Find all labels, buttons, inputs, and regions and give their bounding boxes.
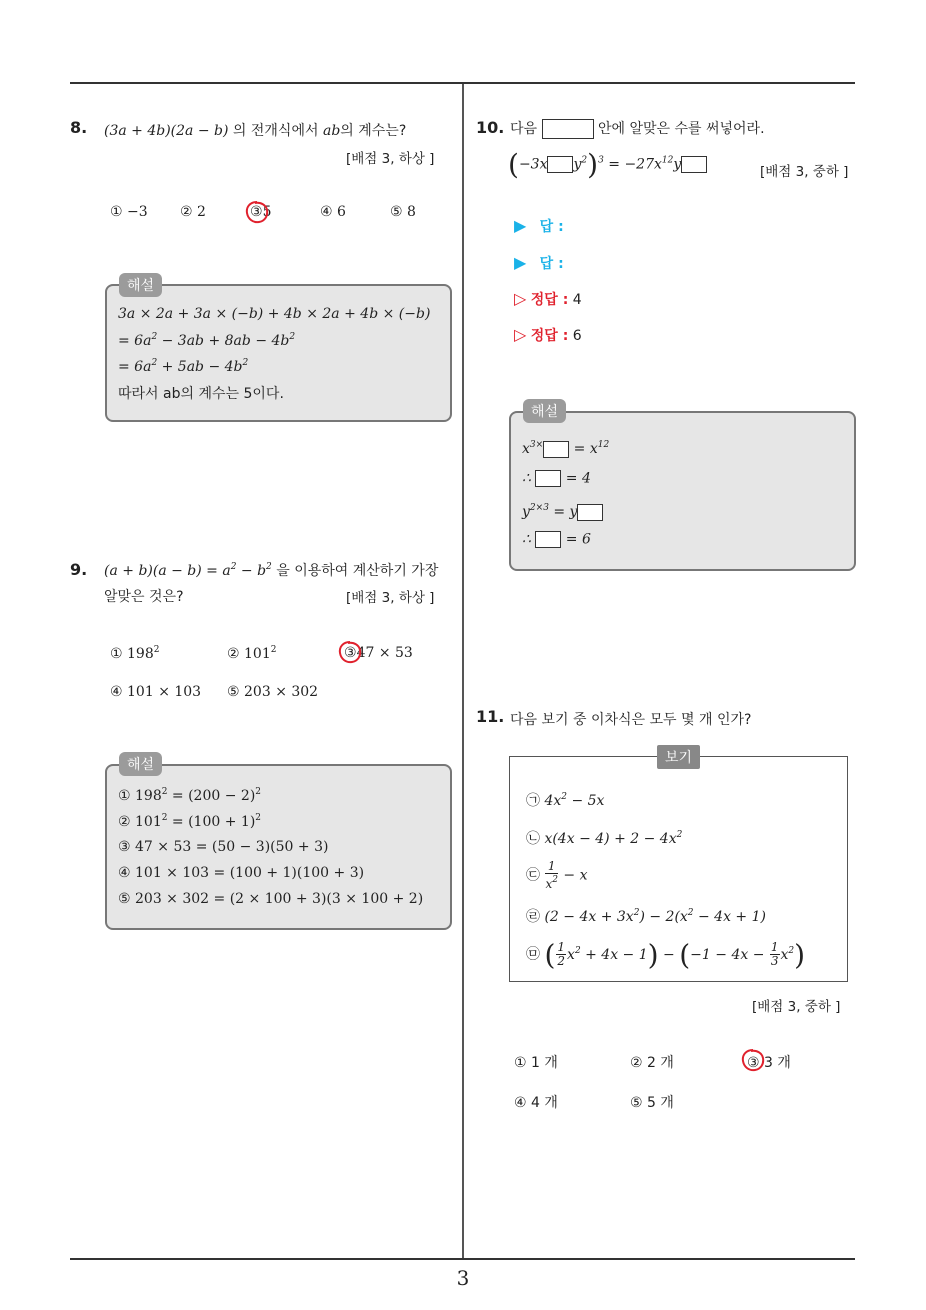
- question-stem: [104, 120, 406, 140]
- answer-blank[interactable]: [542, 119, 594, 139]
- score-label: [배점 3, 하상 ]: [346, 151, 435, 167]
- explanation-line: = $6a^2 - 3ab + 8ab - 4b^2$: [118, 332, 296, 349]
- bogi-item: ㉡ $x(4x - 4) + 2 - 4x^2$: [526, 830, 683, 847]
- stem-text: 의 계수는?: [340, 123, 407, 139]
- score-label: [배점 3, 하상 ]: [346, 590, 435, 606]
- explanation-tab: 해설: [119, 273, 162, 297]
- score-label: [배점 3, 중하 ]: [760, 164, 849, 180]
- question-equation: (−3x $y^2)^3 = -27x^{12}y$: [508, 148, 707, 181]
- bogi-item: ㉢ $\frac{1}{x^2}$ − x: [526, 859, 588, 891]
- answer-mark-icon: [337, 639, 363, 665]
- bogi-item: ㉣ $(2 - 4x + 3x^2) - 2(x^2 - 4x + 1)$: [526, 908, 766, 925]
- question-stem: 다음 보기 중 이차식은 모두 몇 개 인가?: [510, 712, 752, 728]
- play-arrow-icon: ▶: [514, 216, 527, 235]
- choice-4[interactable]: ④ 101 × 103: [110, 684, 202, 700]
- play-arrow-icon: ▶: [514, 253, 527, 272]
- answer-mark-icon: [244, 199, 270, 225]
- correct-answer-1: ▷ 정답 : 4: [514, 289, 582, 308]
- choice-3[interactable]: ③47 × 53: [344, 645, 413, 661]
- choice-5[interactable]: ⑤ 203 × 302: [227, 684, 319, 700]
- stem-math: (3a + 4b)(2a − b): [104, 123, 229, 139]
- question-number: 8.: [70, 118, 88, 137]
- answer-row-1[interactable]: ▶ 답 :: [514, 216, 564, 235]
- explanation-line: ⑤ 203 × 302 = (2 × 100 + 3)(3 × 100 + 2): [118, 891, 424, 907]
- answer-blank[interactable]: [681, 156, 707, 173]
- question-stem: 다음 안에 알맞은 수를 써넣어라.: [510, 121, 765, 137]
- choice-2[interactable]: ② 2 개: [630, 1055, 674, 1071]
- bogi-item: ㉠ $4x^2 - 5x$: [526, 792, 605, 809]
- choice-2[interactable]: ② 2: [180, 204, 206, 220]
- choice-5[interactable]: ⑤ 8: [390, 204, 416, 220]
- question-stem: $(a + b)(a - b) = a^2 - b^2$ 을 이용하여 계산하기 가장: [104, 562, 439, 579]
- question-number: 9.: [70, 560, 88, 579]
- choice-5[interactable]: ⑤ 5 개: [630, 1095, 674, 1111]
- explanation-line: ④ 101 × 103 = (100 + 1)(100 + 3): [118, 865, 365, 881]
- explanation-line: $x^{3\times} = x^{12}$: [522, 440, 610, 457]
- explanation-tab: 해설: [523, 399, 566, 423]
- outline-arrow-icon: ▷: [514, 325, 527, 344]
- choice-2[interactable]: ② $101^2$: [227, 645, 277, 662]
- bogi-tab: 보기: [657, 745, 700, 769]
- outline-arrow-icon: ▷: [514, 289, 527, 308]
- bottom-rule: [70, 1258, 855, 1260]
- column-divider: [462, 84, 464, 1258]
- explanation-line: 따라서 ab의 계수는 5이다.: [118, 386, 284, 402]
- explanation-line: ③ 47 × 53 = (50 − 3)(50 + 3): [118, 839, 329, 855]
- choice-3[interactable]: ③5: [250, 204, 272, 220]
- question-stem: 알맞은 것은?: [104, 589, 184, 605]
- explanation-line: 3a × 2a + 3a × (−b) + 4b × 2a + 4b × (−b): [118, 306, 431, 322]
- choice-3[interactable]: ③ 3 개: [747, 1055, 791, 1071]
- explanation-tab: 해설: [119, 752, 162, 776]
- explanation-line: ① $198^2 = (200 - 2)^2$: [118, 787, 262, 804]
- choice-1[interactable]: ① $198^2$: [110, 645, 160, 662]
- stem-text: 의 전개식에서: [232, 123, 319, 139]
- stem-ab: ab: [322, 123, 341, 139]
- explanation-line: = $6a^2 + 5ab - 4b^2$: [118, 358, 249, 375]
- choice-4[interactable]: ④ 6: [320, 204, 346, 220]
- choice-1[interactable]: ① −3: [110, 204, 148, 220]
- answer-row-2[interactable]: ▶ 답 :: [514, 253, 564, 272]
- page-number: 3: [456, 1266, 470, 1290]
- score-label: [배점 3, 중하 ]: [752, 999, 841, 1015]
- question-number: 11.: [476, 707, 505, 726]
- explanation-line: ∴ = 4: [522, 470, 591, 487]
- explanation-line: $y^{2\times 3} = y$: [522, 503, 603, 521]
- choice-1[interactable]: ① 1 개: [514, 1055, 558, 1071]
- explanation-line: ② $101^2 = (100 + 1)^2$: [118, 813, 262, 830]
- explanation-line: ∴ = 6: [522, 531, 591, 548]
- choice-4[interactable]: ④ 4 개: [514, 1095, 558, 1111]
- answer-blank[interactable]: [547, 156, 573, 173]
- question-number: 10.: [476, 118, 505, 137]
- answer-mark-icon: [740, 1047, 766, 1073]
- bogi-item: ㉤ ( $\frac{1}{2}$ $x^2 + 4x - 1) - (-1 - 4x$ − $\frac{1}{3}$ $x^2$): [526, 938, 806, 971]
- correct-answer-2: ▷ 정답 : 6: [514, 325, 582, 344]
